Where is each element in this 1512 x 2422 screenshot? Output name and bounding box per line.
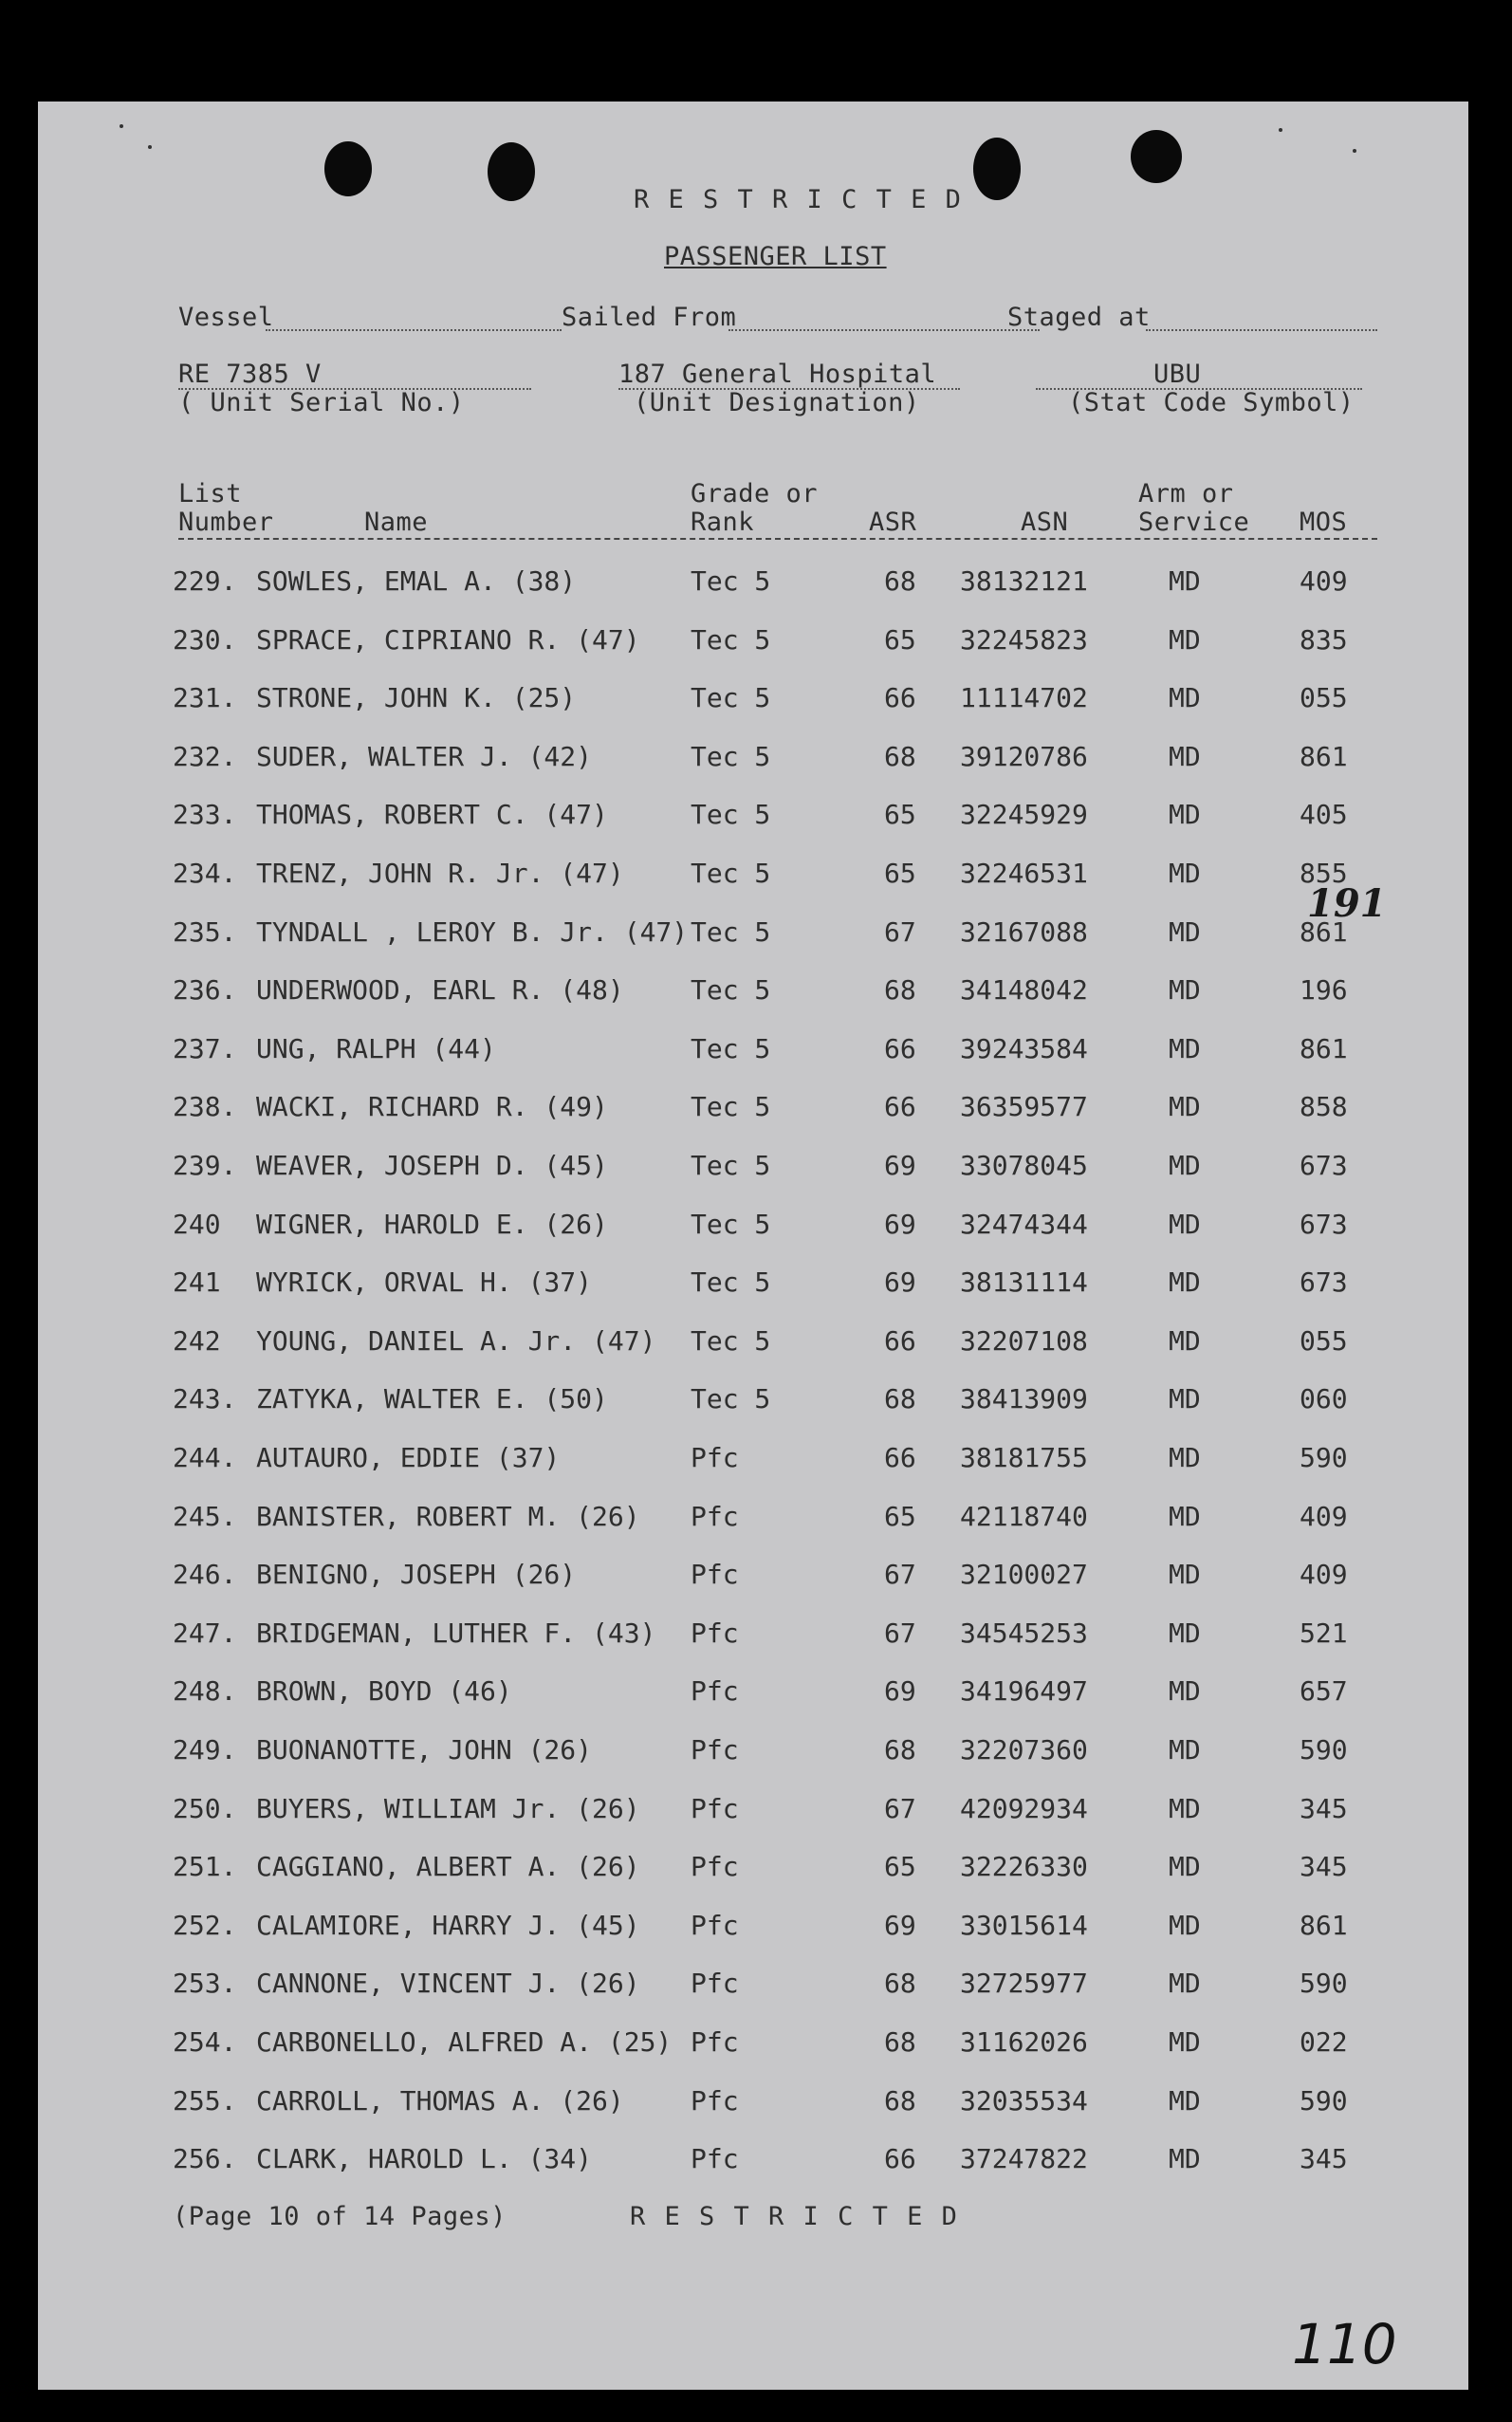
asn-number: 38181755 (960, 1442, 1088, 1473)
asr-score: 67 (884, 1617, 916, 1649)
asr-score: 69 (884, 1909, 916, 1941)
page-title: PASSENGER LIST (664, 242, 887, 271)
arm-service: MD (1169, 1968, 1201, 2000)
list-number: 241 (173, 1266, 221, 1299)
mos-code: 055 (1300, 682, 1348, 714)
arm-service: MD (1169, 1032, 1201, 1064)
asr-score: 65 (884, 799, 916, 831)
list-number: 252. (173, 1909, 237, 1941)
passenger-name: ZATYKA, WALTER E. (50) (256, 1383, 608, 1415)
grade-rank: Pfc (691, 1909, 739, 1941)
asr-score: 67 (884, 1559, 916, 1591)
asn-number: 32207108 (960, 1324, 1088, 1357)
asr-score: 65 (884, 1500, 916, 1532)
asn-number: 36359577 (960, 1091, 1088, 1123)
grade-rank: Tec 5 (691, 1324, 771, 1357)
passenger-name: BANISTER, ROBERT M. (26) (256, 1500, 640, 1532)
mos-code: 409 (1300, 1559, 1348, 1591)
arm-service: MD (1169, 1383, 1201, 1415)
asn-number: 32207360 (960, 1734, 1088, 1766)
asn-number: 32245823 (960, 623, 1088, 656)
grade-rank: Pfc (691, 2084, 739, 2117)
grade-rank: Pfc (691, 1851, 739, 1883)
list-number: 245. (173, 1500, 237, 1532)
passenger-name: TYNDALL , LEROY B. Jr. (47) (256, 915, 689, 948)
list-number: 235. (173, 915, 237, 948)
table-row (38, 916, 1468, 954)
grade-rank: Tec 5 (691, 1032, 771, 1064)
asr-score: 66 (884, 682, 916, 714)
asn-number: 31162026 (960, 2026, 1088, 2058)
arm-service: MD (1169, 1266, 1201, 1299)
mos-code: 345 (1300, 2143, 1348, 2175)
asr-score: 67 (884, 1792, 916, 1824)
col-list-number: Number (178, 508, 274, 537)
stat-code-value: UBU (1153, 360, 1202, 389)
grade-rank: Tec 5 (691, 565, 771, 597)
asn-number: 37247822 (960, 2143, 1088, 2175)
grade-rank: Tec 5 (691, 1383, 771, 1415)
arm-service: MD (1169, 1559, 1201, 1591)
mos-code: 861 (1300, 740, 1348, 772)
mos-code: 590 (1300, 1968, 1348, 2000)
grade-rank: Pfc (691, 2026, 739, 2058)
table-row (38, 2085, 1468, 2123)
asr-score: 67 (884, 915, 916, 948)
mos-code: 409 (1300, 565, 1348, 597)
asn-number: 33015614 (960, 1909, 1088, 1941)
table-row (38, 858, 1468, 896)
arm-service: MD (1169, 1208, 1201, 1240)
unit-designation-caption: (Unit Designation) (634, 388, 920, 417)
asn-number: 32100027 (960, 1559, 1088, 1591)
asr-score: 68 (884, 1968, 916, 2000)
mos-code: 590 (1300, 2084, 1348, 2117)
mos-code: 590 (1300, 1442, 1348, 1473)
asn-number: 34545253 (960, 1617, 1088, 1649)
mos-code: 673 (1300, 1208, 1348, 1240)
grade-rank: Pfc (691, 1559, 739, 1591)
arm-service: MD (1169, 915, 1201, 948)
mos-code: 345 (1300, 1792, 1348, 1824)
asr-score: 68 (884, 2084, 916, 2117)
asn-number: 38131114 (960, 1266, 1088, 1299)
asr-score: 65 (884, 623, 916, 656)
list-number: 237. (173, 1032, 237, 1064)
table-row (38, 2026, 1468, 2064)
asn-number: 38132121 (960, 565, 1088, 597)
col-arm: Arm or (1138, 479, 1234, 508)
arm-service: MD (1169, 1150, 1201, 1181)
mos-code: 590 (1300, 1734, 1348, 1766)
arm-service: MD (1169, 1675, 1201, 1708)
punch-hole (488, 142, 535, 201)
arm-service: MD (1169, 799, 1201, 831)
mos-code: 673 (1300, 1150, 1348, 1181)
asr-score: 68 (884, 740, 916, 772)
passenger-name: CALAMIORE, HARRY J. (45) (256, 1909, 640, 1941)
arm-service: MD (1169, 2084, 1201, 2117)
asr-score: 68 (884, 974, 916, 1007)
asn-number: 39243584 (960, 1032, 1088, 1064)
table-row (38, 1618, 1468, 1655)
col-grade: Grade or (691, 479, 819, 508)
restricted-footer: R E S T R I C T E D (630, 2202, 959, 2231)
asn-number: 42118740 (960, 1500, 1088, 1532)
asr-score: 66 (884, 1091, 916, 1123)
arm-service: MD (1169, 1500, 1201, 1532)
grade-rank: Tec 5 (691, 915, 771, 948)
asn-number: 32474344 (960, 1208, 1088, 1240)
asn-number: 32035534 (960, 2084, 1088, 2117)
sailed-from-label: Sailed From (562, 303, 737, 332)
asr-score: 69 (884, 1266, 916, 1299)
arm-service: MD (1169, 565, 1201, 597)
passenger-name: BENIGNO, JOSEPH (26) (256, 1559, 577, 1591)
grade-rank: Pfc (691, 1734, 739, 1766)
mos-code: 858 (1300, 1091, 1348, 1123)
list-number: 238. (173, 1091, 237, 1123)
asn-number: 34196497 (960, 1675, 1088, 1708)
table-row (38, 1266, 1468, 1304)
asn-number: 38413909 (960, 1383, 1088, 1415)
passenger-name: CAGGIANO, ALBERT A. (26) (256, 1851, 640, 1883)
col-grade: Rank (691, 508, 755, 537)
punch-hole (324, 141, 372, 196)
table-row (38, 974, 1468, 1012)
col-list-number: List (178, 479, 243, 508)
table-row (38, 1910, 1468, 1948)
unit-designation-value: 187 General Hospital (618, 360, 937, 389)
punch-hole (1131, 130, 1182, 183)
mos-code: 196 (1300, 974, 1348, 1007)
passenger-name: BUONANOTTE, JOHN (26) (256, 1734, 593, 1766)
list-number: 254. (173, 2026, 237, 2058)
unit-serial-value: RE 7385 V (178, 360, 322, 389)
list-number: 253. (173, 1968, 237, 2000)
passenger-name: SPRACE, CIPRIANO R. (47) (256, 623, 640, 656)
mos-code: 855 (1300, 858, 1348, 889)
passenger-name: BUYERS, WILLIAM Jr. (26) (256, 1792, 640, 1824)
passenger-name: SUDER, WALTER J. (42) (256, 740, 593, 772)
passenger-name: STRONE, JOHN K. (25) (256, 682, 577, 714)
mos-code: 861 (1300, 1909, 1348, 1941)
mos-code: 835 (1300, 623, 1348, 656)
grade-rank: Pfc (691, 2143, 739, 2175)
unit-serial-caption: ( Unit Serial No.) (178, 388, 465, 417)
table-row (38, 1968, 1468, 2006)
asr-score: 69 (884, 1208, 916, 1240)
table-row (38, 624, 1468, 662)
arm-service: MD (1169, 1442, 1201, 1473)
passenger-name: THOMAS, ROBERT C. (47) (256, 799, 608, 831)
table-row (38, 1209, 1468, 1247)
list-number: 233. (173, 799, 237, 831)
asr-score: 65 (884, 1851, 916, 1883)
mos-code: 022 (1300, 2026, 1348, 2058)
passenger-name: WACKI, RICHARD R. (49) (256, 1091, 608, 1123)
grade-rank: Tec 5 (691, 1266, 771, 1299)
col-mos: MOS (1300, 508, 1348, 537)
arm-service: MD (1169, 740, 1201, 772)
stamped-number: 191 (1307, 881, 1387, 926)
asr-score: 69 (884, 1675, 916, 1708)
table-row (38, 799, 1468, 837)
staged-at-label: Staged at (1007, 303, 1151, 332)
list-number: 246. (173, 1559, 237, 1591)
asn-number: 32245929 (960, 799, 1088, 831)
grade-rank: Tec 5 (691, 1208, 771, 1240)
staged-at-field (1146, 329, 1377, 331)
list-number: 248. (173, 1675, 237, 1708)
asn-number: 32725977 (960, 1968, 1088, 2000)
table-row (38, 1851, 1468, 1889)
passenger-name: BROWN, BOYD (46) (256, 1675, 512, 1708)
table-row (38, 1325, 1468, 1363)
col-asn: ASN (1021, 508, 1069, 537)
grade-rank: Pfc (691, 1792, 739, 1824)
restricted-header: R E S T R I C T E D (634, 185, 963, 214)
arm-service: MD (1169, 1909, 1201, 1941)
passenger-name: AUTAURO, EDDIE (37) (256, 1442, 561, 1473)
asr-score: 66 (884, 2143, 916, 2175)
asn-number: 11114702 (960, 682, 1088, 714)
asr-score: 66 (884, 1032, 916, 1064)
passenger-name: BRIDGEMAN, LUTHER F. (43) (256, 1617, 656, 1649)
dust-speck (120, 124, 123, 128)
grade-rank: Tec 5 (691, 623, 771, 656)
col-arm: Service (1138, 508, 1250, 537)
list-number: 249. (173, 1734, 237, 1766)
asn-number: 39120786 (960, 740, 1088, 772)
table-row (38, 1442, 1468, 1480)
arm-service: MD (1169, 1792, 1201, 1824)
table-row (38, 1675, 1468, 1713)
mos-code: 060 (1300, 1383, 1348, 1415)
arm-service: MD (1169, 1617, 1201, 1649)
arm-service: MD (1169, 1851, 1201, 1883)
list-number: 232. (173, 740, 237, 772)
table-row (38, 1383, 1468, 1421)
passenger-name: CARBONELLO, ALFRED A. (25) (256, 2026, 673, 2058)
asr-score: 65 (884, 858, 916, 889)
arm-service: MD (1169, 1734, 1201, 1766)
mos-code: 521 (1300, 1617, 1348, 1649)
grade-rank: Tec 5 (691, 799, 771, 831)
passenger-name: YOUNG, DANIEL A. Jr. (47) (256, 1324, 656, 1357)
dust-speck (1279, 128, 1282, 132)
grade-rank: Pfc (691, 1442, 739, 1473)
punch-hole (973, 138, 1021, 200)
passenger-name: WIGNER, HAROLD E. (26) (256, 1208, 608, 1240)
stat-code-caption: (Stat Code Symbol) (1068, 388, 1355, 417)
passenger-name: CLARK, HAROLD L. (34) (256, 2143, 593, 2175)
mos-code: 409 (1300, 1500, 1348, 1532)
document-page (38, 102, 1468, 2390)
arm-service: MD (1169, 974, 1201, 1007)
mos-code: 673 (1300, 1266, 1348, 1299)
col-name: Name (364, 508, 429, 537)
arm-service: MD (1169, 623, 1201, 656)
vessel-field (266, 329, 562, 331)
list-number: 234. (173, 858, 237, 889)
passenger-name: UNG, RALPH (44) (256, 1032, 496, 1064)
table-row (38, 1559, 1468, 1597)
asr-score: 68 (884, 1383, 916, 1415)
grade-rank: Tec 5 (691, 858, 771, 889)
asr-score: 69 (884, 1150, 916, 1181)
table-row (38, 1501, 1468, 1539)
passenger-name: UNDERWOOD, EARL R. (48) (256, 974, 624, 1007)
table-row (38, 1150, 1468, 1188)
table-row (38, 1734, 1468, 1772)
table-row (38, 741, 1468, 779)
list-number: 255. (173, 2084, 237, 2117)
list-number: 231. (173, 682, 237, 714)
asr-score: 68 (884, 565, 916, 597)
list-number: 247. (173, 1617, 237, 1649)
list-number: 239. (173, 1150, 237, 1181)
list-number: 251. (173, 1851, 237, 1883)
asr-score: 66 (884, 1324, 916, 1357)
table-row (38, 682, 1468, 720)
table-row (38, 1793, 1468, 1831)
passenger-name: SOWLES, EMAL A. (38) (256, 565, 577, 597)
asn-number: 32226330 (960, 1851, 1088, 1883)
table-row (38, 1091, 1468, 1129)
list-number: 236. (173, 974, 237, 1007)
table-row (38, 1033, 1468, 1071)
list-number: 242 (173, 1324, 221, 1357)
arm-service: MD (1169, 1091, 1201, 1123)
vessel-label: Vessel (178, 303, 274, 332)
list-number: 243. (173, 1383, 237, 1415)
grade-rank: Tec 5 (691, 1091, 771, 1123)
arm-service: MD (1169, 682, 1201, 714)
passenger-name: WYRICK, ORVAL H. (37) (256, 1266, 593, 1299)
list-number: 244. (173, 1442, 237, 1473)
page-note: (Page 10 of 14 Pages) (173, 2202, 507, 2231)
arm-service: MD (1169, 2143, 1201, 2175)
grade-rank: Tec 5 (691, 1150, 771, 1181)
grade-rank: Pfc (691, 1617, 739, 1649)
sailed-from-field (728, 329, 1040, 331)
asr-score: 68 (884, 2026, 916, 2058)
mos-code: 861 (1300, 1032, 1348, 1064)
mos-code: 055 (1300, 1324, 1348, 1357)
mos-code: 861 (1300, 915, 1348, 948)
header-rule (178, 538, 1377, 540)
grade-rank: Tec 5 (691, 974, 771, 1007)
list-number: 229. (173, 565, 237, 597)
col-asr: ASR (869, 508, 917, 537)
asn-number: 32246531 (960, 858, 1088, 889)
grade-rank: Tec 5 (691, 740, 771, 772)
asr-score: 66 (884, 1442, 916, 1473)
arm-service: MD (1169, 2026, 1201, 2058)
mos-code: 405 (1300, 799, 1348, 831)
list-number: 230. (173, 623, 237, 656)
list-number: 240 (173, 1208, 221, 1240)
asn-number: 33078045 (960, 1150, 1088, 1181)
list-number: 250. (173, 1792, 237, 1824)
passenger-name: CARROLL, THOMAS A. (26) (256, 2084, 624, 2117)
passenger-name: CANNONE, VINCENT J. (26) (256, 1968, 640, 2000)
passenger-name: WEAVER, JOSEPH D. (45) (256, 1150, 608, 1181)
table-row (38, 565, 1468, 603)
asr-score: 68 (884, 1734, 916, 1766)
asn-number: 34148042 (960, 974, 1088, 1007)
mos-code: 345 (1300, 1851, 1348, 1883)
passenger-name: TRENZ, JOHN R. Jr. (47) (256, 858, 624, 889)
mos-code: 657 (1300, 1675, 1348, 1708)
grade-rank: Tec 5 (691, 682, 771, 714)
asn-number: 32167088 (960, 915, 1088, 948)
dust-speck (148, 145, 152, 149)
grade-rank: Pfc (691, 1968, 739, 2000)
list-number: 256. (173, 2143, 237, 2175)
table-row (38, 2143, 1468, 2181)
handwritten-number: 110 (1292, 2312, 1397, 2376)
arm-service: MD (1169, 858, 1201, 889)
arm-service: MD (1169, 1324, 1201, 1357)
grade-rank: Pfc (691, 1675, 739, 1708)
grade-rank: Pfc (691, 1500, 739, 1532)
dust-speck (1353, 149, 1356, 153)
asn-number: 42092934 (960, 1792, 1088, 1824)
